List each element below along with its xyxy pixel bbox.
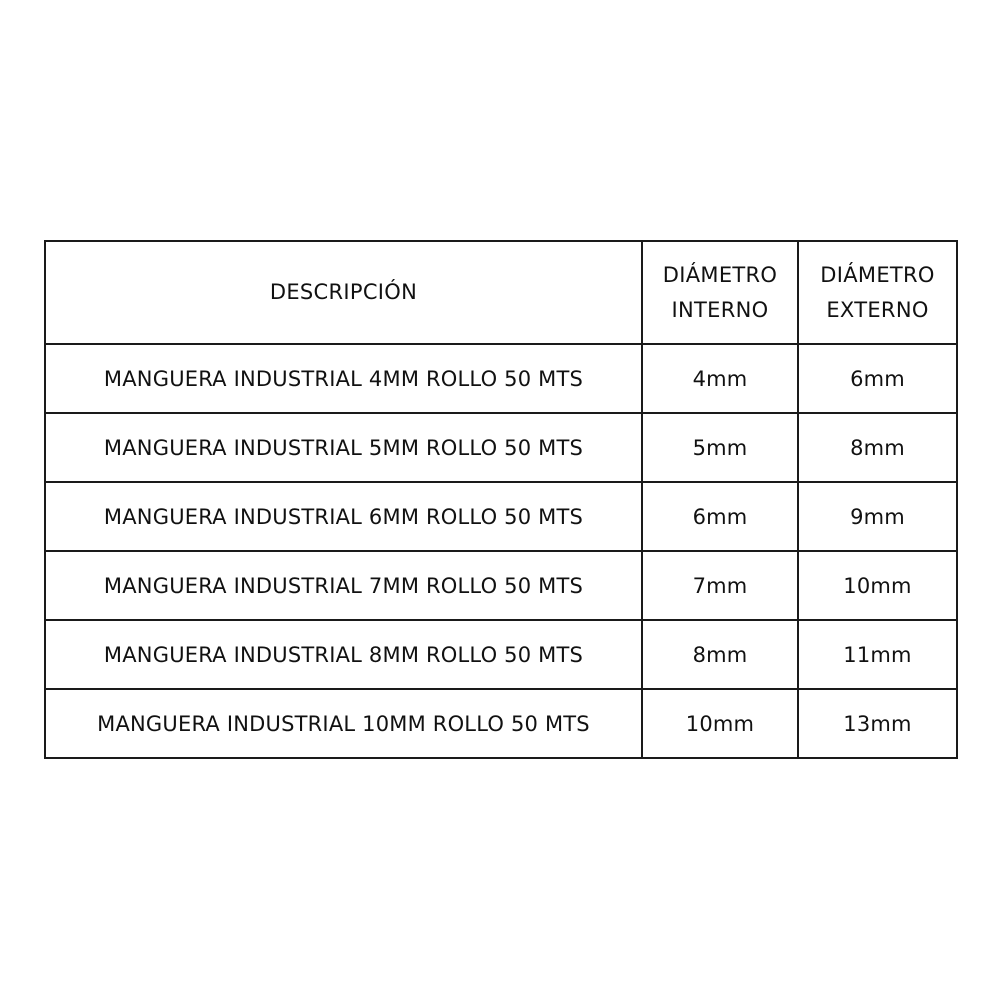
table-header [45, 241, 957, 344]
table-body [45, 344, 957, 758]
header-outer-diameter-line-2: EXTERNO [826, 297, 929, 322]
cell-inner-diameter: 7mm [642, 551, 798, 620]
header-inner-diameter [642, 241, 798, 344]
cell-outer-diameter: 13mm [798, 689, 957, 758]
table-row [45, 344, 957, 413]
table-row [45, 551, 957, 620]
cell-inner-diameter: 5mm [642, 413, 798, 482]
cell-outer-diameter: 9mm [798, 482, 957, 551]
table-row [45, 482, 957, 551]
cell-description: MANGUERA INDUSTRIAL 5MM ROLLO 50 MTS [45, 413, 642, 482]
header-row [45, 241, 957, 344]
cell-outer-diameter: 6mm [798, 344, 957, 413]
cell-description: MANGUERA INDUSTRIAL 7MM ROLLO 50 MTS [45, 551, 642, 620]
header-description: DESCRIPCIÓN [45, 241, 642, 344]
cell-description: MANGUERA INDUSTRIAL 10MM ROLLO 50 MTS [45, 689, 642, 758]
cell-outer-diameter: 10mm [798, 551, 957, 620]
cell-inner-diameter: 4mm [642, 344, 798, 413]
table-row [45, 413, 957, 482]
cell-inner-diameter: 8mm [642, 620, 798, 689]
header-outer-diameter-line-1: DIÁMETRO [820, 262, 935, 287]
cell-outer-diameter: 8mm [798, 413, 957, 482]
cell-inner-diameter: 6mm [642, 482, 798, 551]
header-inner-diameter-line-1: DIÁMETRO [662, 262, 778, 287]
spec-table [44, 240, 958, 759]
cell-description: MANGUERA INDUSTRIAL 6MM ROLLO 50 MTS [45, 482, 642, 551]
cell-outer-diameter: 11mm [798, 620, 957, 689]
header-outer-diameter [798, 241, 957, 344]
cell-inner-diameter: 10mm [642, 689, 798, 758]
table-row [45, 689, 957, 758]
cell-description: MANGUERA INDUSTRIAL 4MM ROLLO 50 MTS [45, 344, 642, 413]
table-row [45, 620, 957, 689]
cell-description: MANGUERA INDUSTRIAL 8MM ROLLO 50 MTS [45, 620, 642, 689]
header-inner-diameter-line-2: INTERNO [671, 297, 769, 322]
